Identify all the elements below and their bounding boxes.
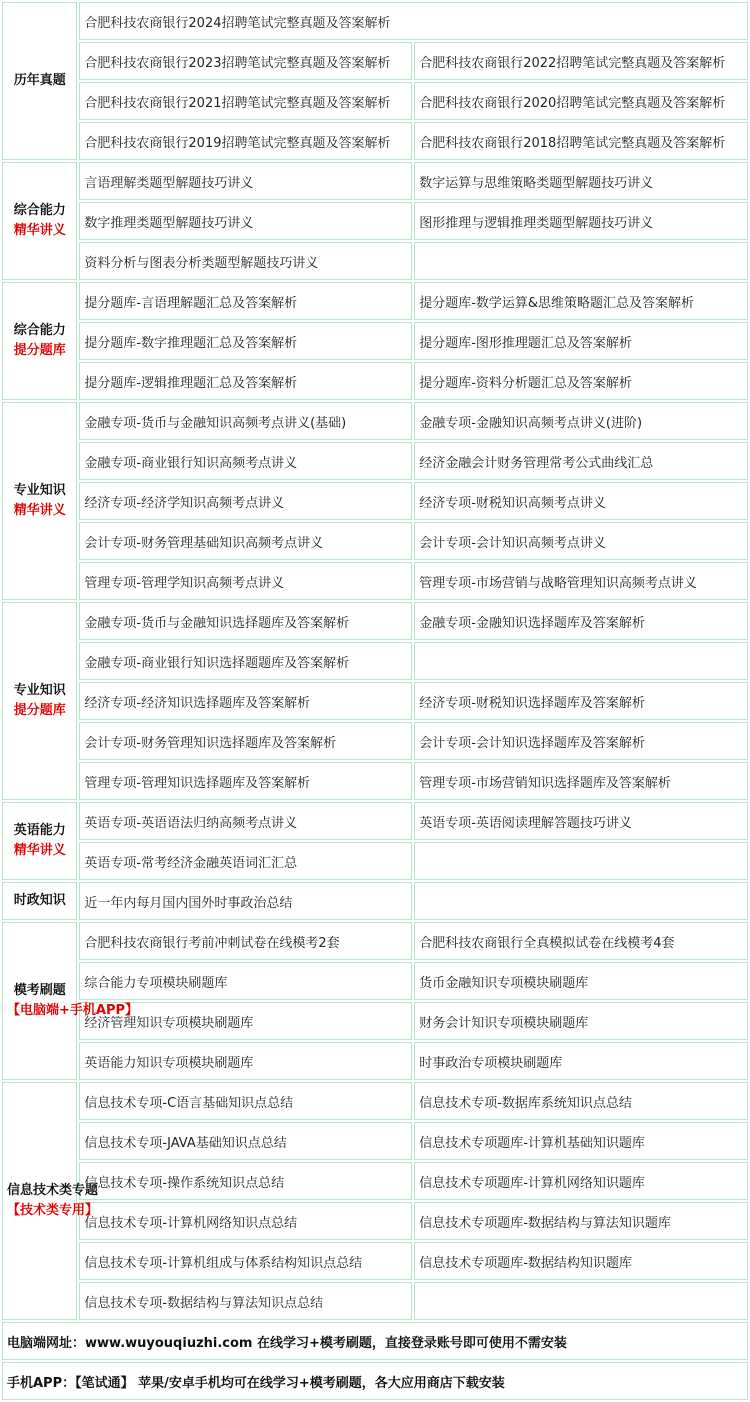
list-item[interactable]: 信息技术专项题库-数据结构知识题库 [414,1242,748,1280]
list-item[interactable]: 财务会计知识专项模块刷题库 [414,1002,748,1040]
list-item[interactable]: 信息技术专项-C语言基础知识点总结 [79,1082,412,1120]
table-row [2,802,748,840]
table-row [2,282,748,320]
list-item[interactable]: 信息技术专项-数据库系统知识点总结 [414,1082,748,1120]
category-subtitle: 精华讲义 [13,223,66,238]
list-item[interactable]: 经济专项-财税知识选择题库及答案解析 [414,682,748,720]
list-item[interactable]: 管理专项-管理知识选择题库及答案解析 [79,762,412,800]
table-row [2,842,748,880]
category-english [2,802,77,880]
table-row [2,642,748,680]
table-row [2,562,748,600]
list-item[interactable]: 信息技术专项题库-计算机基础知识题库 [414,1122,748,1160]
list-item[interactable]: 金融专项-金融知识高频考点讲义(进阶) [414,402,748,440]
table-row [2,122,748,160]
list-item[interactable]: 英语专项-英语阅读理解答题技巧讲义 [414,802,748,840]
list-item[interactable]: 合肥科技农商银行2019招聘笔试完整真题及答案解析 [79,122,412,160]
list-item[interactable]: 近一年内每月国内国外时事政治总结 [79,882,412,920]
table-row [2,522,748,560]
list-item[interactable]: 提分题库-逻辑推理题汇总及答案解析 [79,362,412,400]
list-item[interactable]: 合肥科技农商银行全真模拟试卷在线模考4套 [414,922,748,960]
table-row [2,1042,748,1080]
category-history [2,2,77,160]
list-item[interactable]: 提分题库-数字推理题汇总及答案解析 [79,322,412,360]
table-row [2,82,748,120]
list-item[interactable]: 会计专项-会计知识选择题库及答案解析 [414,722,748,760]
list-item[interactable]: 合肥科技农商银行2018招聘笔试完整真题及答案解析 [414,122,748,160]
table-row [2,242,748,280]
list-item[interactable]: 提分题库-数学运算&思维策略题汇总及答案解析 [414,282,748,320]
list-item[interactable]: 提分题库-图形推理题汇总及答案解析 [414,322,748,360]
table-row [2,682,748,720]
list-item[interactable]: 图形推理与逻辑推理类题型解题技巧讲义 [414,202,748,240]
category-it [2,1082,99,1320]
list-item[interactable]: 信息技术专项-数据结构与算法知识点总结 [79,1282,412,1320]
list-item[interactable]: 合肥科技农商银行2023招聘笔试完整真题及答案解析 [79,42,412,80]
list-item[interactable]: 管理专项-市场营销与战略管理知识高频考点讲义 [414,562,748,600]
list-item[interactable]: 合肥科技农商银行2022招聘笔试完整真题及答案解析 [414,42,748,80]
list-item[interactable]: 经济专项-经济学知识高频考点讲义 [79,482,412,520]
list-item[interactable]: 提分题库-言语理解题汇总及答案解析 [79,282,412,320]
category-aptitude-bank [2,282,77,400]
empty-cell [414,642,748,680]
list-item[interactable]: 信息技术专项题库-计算机网络知识题库 [414,1162,748,1200]
list-item[interactable]: 信息技术专项-操作系统知识点总结 [79,1162,412,1200]
list-item[interactable]: 金融专项-货币与金融知识选择题库及答案解析 [79,602,412,640]
list-item[interactable]: 数字运算与思维策略类题型解题技巧讲义 [414,162,748,200]
category-title: 模考刷题 [13,983,66,998]
list-item[interactable]: 综合能力专项模块刷题库 [79,962,412,1000]
category-aptitude-lecture [2,162,77,280]
list-item[interactable]: 合肥科技农商银行考前冲刺试卷在线模考2套 [79,922,412,960]
list-item[interactable]: 时事政治专项模块刷题库 [414,1042,748,1080]
list-item[interactable]: 金融专项-金融知识选择题库及答案解析 [414,602,748,640]
category-subtitle: 精华讲义 [13,843,66,858]
list-item[interactable]: 英语专项-常考经济金融英语词汇汇总 [79,842,412,880]
table-row [2,962,748,1000]
table-row [2,762,748,800]
table-row [2,402,748,440]
category-title: 综合能力 [13,323,66,338]
list-item[interactable]: 金融专项-商业银行知识高频考点讲义 [79,442,412,480]
table-row [2,722,748,760]
table-row [2,1122,748,1160]
list-item[interactable]: 信息技术专项-计算机组成与体系结构知识点总结 [79,1242,412,1280]
table-row [2,922,748,960]
list-item[interactable]: 金融专项-商业银行知识选择题题库及答案解析 [79,642,412,680]
footer-website: 电脑端网址：www.wuyouqiuzhi.com 在线学习+模考刷题，直接登录账号即可使用不需安装 [2,1322,748,1360]
category-title: 时政知识 [13,893,66,908]
table-row [2,1082,748,1120]
table-row [2,202,748,240]
list-item[interactable]: 经济金融会计财务管理常考公式曲线汇总 [414,442,748,480]
category-subtitle: 【技术类专用】 [7,1203,99,1218]
category-prof-bank [2,602,77,800]
category-prof-lecture [2,402,77,600]
list-item[interactable]: 英语专项-英语语法归纳高频考点讲义 [79,802,412,840]
category-subtitle: 提分题库 [13,343,66,358]
table-row [2,1362,748,1400]
category-subtitle: 提分题库 [13,703,66,718]
category-title: 专业知识 [13,483,66,498]
table-row [2,1162,748,1200]
table-row [2,482,748,520]
category-title: 综合能力 [13,203,66,218]
empty-cell [414,842,748,880]
category-title: 英语能力 [13,823,66,838]
table-row [2,602,748,640]
list-item[interactable]: 英语能力知识专项模块刷题库 [79,1042,412,1080]
list-item[interactable]: 经济专项-经济知识选择题库及答案解析 [79,682,412,720]
category-subtitle: 精华讲义 [13,503,66,518]
table-row [2,1322,748,1360]
category-subtitle: 【电脑端+手机APP】 [7,1003,139,1018]
table-row [2,162,748,200]
table-row [2,42,748,80]
table-row [2,2,748,40]
list-item[interactable]: 会计专项-财务管理基础知识高频考点讲义 [79,522,412,560]
list-item[interactable]: 信息技术专项-计算机网络知识点总结 [79,1202,412,1240]
list-item[interactable]: 经济管理知识专项模块刷题库 [79,1002,412,1040]
list-item[interactable]: 经济专项-财税知识高频考点讲义 [414,482,748,520]
empty-cell [414,882,748,920]
table-row [2,1202,748,1240]
list-item[interactable]: 会计专项-会计知识高频考点讲义 [414,522,748,560]
list-item[interactable]: 提分题库-资料分析题汇总及答案解析 [414,362,748,400]
table-row [2,362,748,400]
footer-app: 手机APP：【笔试通】 苹果/安卓手机均可在线学习+模考刷题，各大应用商店下载安装 [2,1362,748,1400]
table-row [2,882,748,920]
table-row [2,322,748,360]
list-item[interactable]: 合肥科技农商银行2020招聘笔试完整真题及答案解析 [414,82,748,120]
category-title: 历年真题 [13,73,66,88]
category-title: 信息技术类专题 [7,1183,99,1198]
list-item[interactable]: 管理专项-管理学知识高频考点讲义 [79,562,412,600]
category-title: 专业知识 [13,683,66,698]
list-item[interactable]: 合肥科技农商银行2024招聘笔试完整真题及答案解析 [79,2,748,40]
list-item[interactable]: 信息技术专项-JAVA基础知识点总结 [79,1122,412,1160]
category-mock [2,922,139,1080]
list-item[interactable]: 会计专项-财务管理知识选择题库及答案解析 [79,722,412,760]
table-row [2,1282,748,1320]
list-item[interactable]: 信息技术专项题库-数据结构与算法知识题库 [414,1202,748,1240]
empty-cell [414,1282,748,1320]
list-item[interactable]: 金融专项-货币与金融知识高频考点讲义(基础) [79,402,412,440]
list-item[interactable]: 货币金融知识专项模块刷题库 [414,962,748,1000]
table-row [2,442,748,480]
category-politics [2,882,77,920]
list-item[interactable]: 数字推理类题型解题技巧讲义 [79,202,412,240]
list-item[interactable]: 合肥科技农商银行2021招聘笔试完整真题及答案解析 [79,82,412,120]
table-row [2,1242,748,1280]
list-item[interactable]: 管理专项-市场营销知识选择题库及答案解析 [414,762,748,800]
list-item[interactable]: 资料分析与图表分析类题型解题技巧讲义 [79,242,412,280]
empty-cell [414,242,748,280]
list-item[interactable]: 言语理解类题型解题技巧讲义 [79,162,412,200]
